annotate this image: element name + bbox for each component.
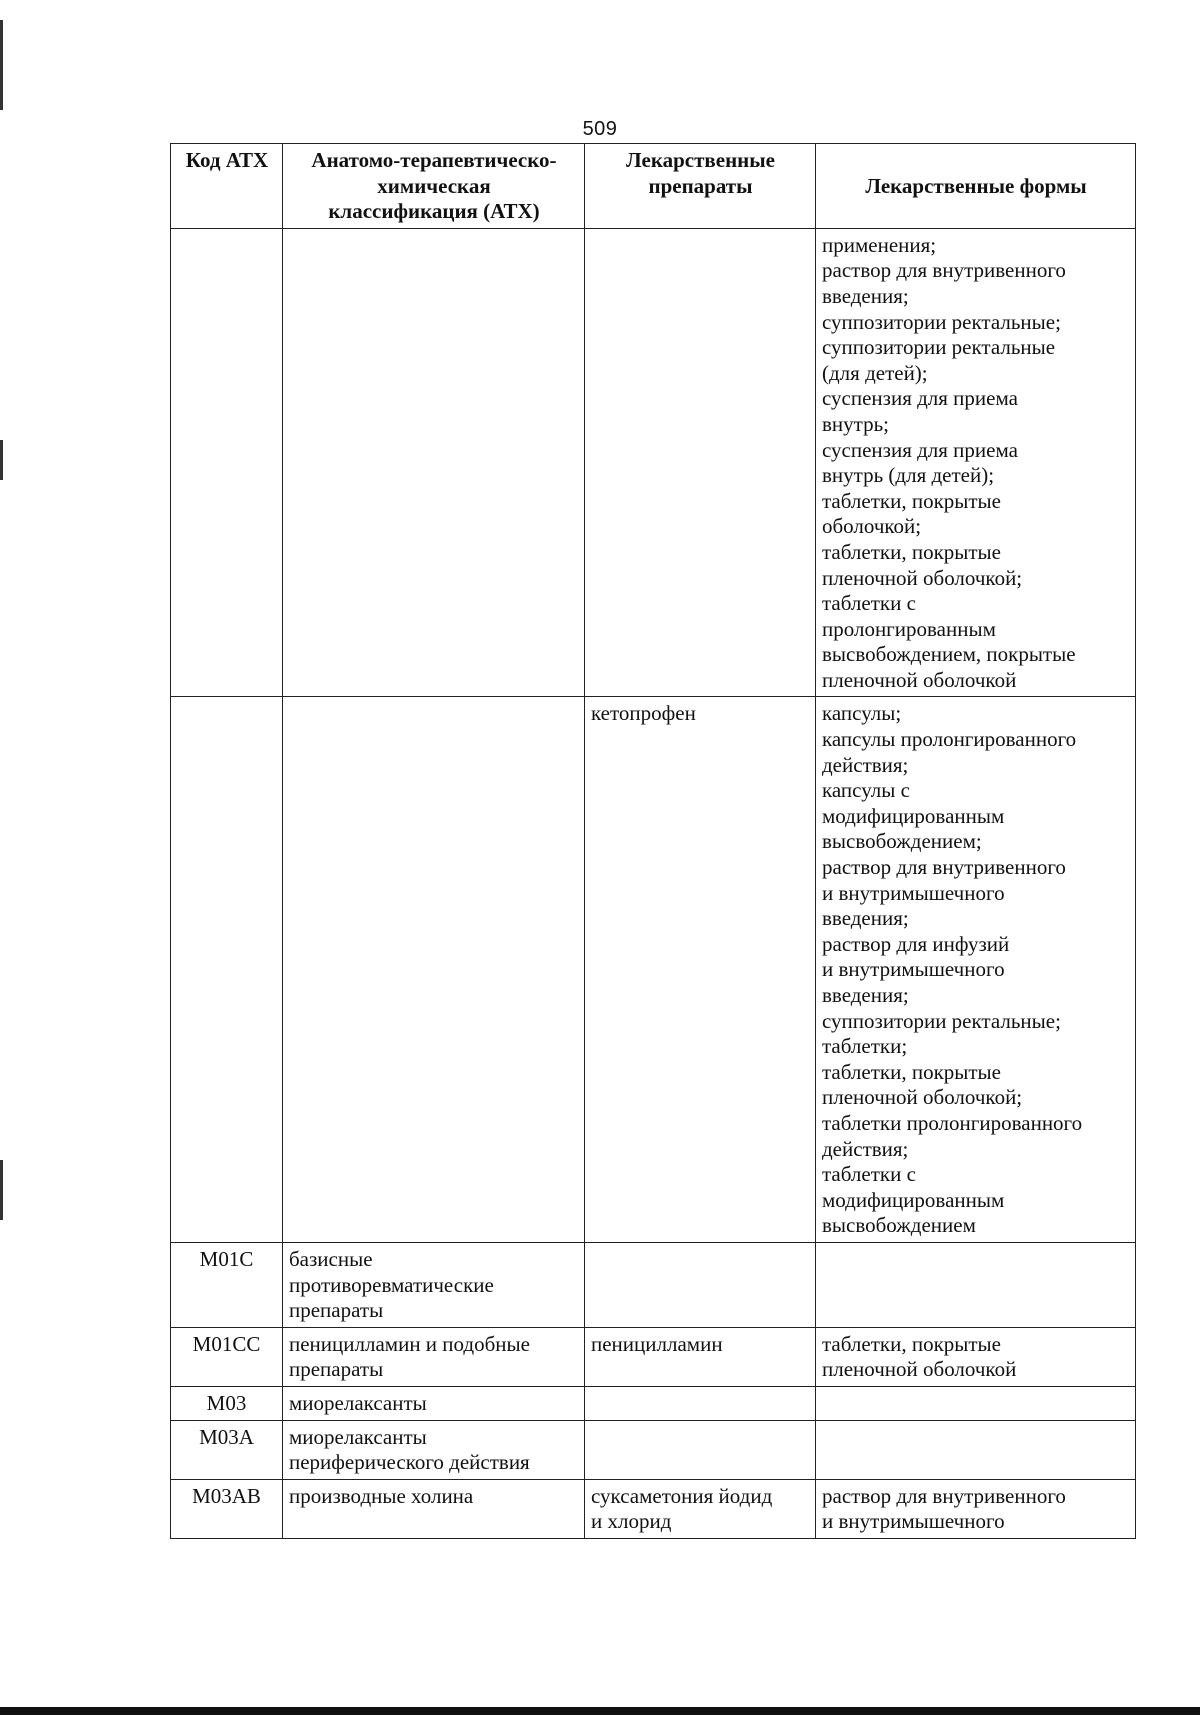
cell-text-line: миорелаксанты [289,1390,427,1415]
header-line: Лекарственные [626,148,775,172]
cell-text-line: пленочной оболочкой [822,1357,1017,1382]
header-drugs [585,144,816,229]
header-line: химическая [377,173,491,198]
cell-text-line: пленочной оболочкой; [822,1085,1023,1110]
cell-atc-classification [283,1327,585,1386]
cell-dosage-forms [816,1386,1136,1420]
cell-text-line: модифицированным [822,803,1005,828]
cell-atc-code [171,697,283,1242]
header-atc-classification [283,144,585,229]
cell-atc-code: M01CC [171,1327,283,1386]
cell-text-line: оболочкой; [822,514,922,539]
cell-text-line: внутрь (для детей); [822,463,995,488]
cell-text-line: высвобождением [822,1213,976,1238]
cell-text-line: применения; [822,232,937,257]
cell-text-line: пеницилламин и подобные [289,1331,530,1356]
table-row [171,1479,1136,1538]
cell-drug-name [585,1386,816,1420]
cell-text-line: производные холина [289,1483,474,1508]
cell-text-line: базисные [289,1246,373,1271]
cell-atc-classification [283,228,585,697]
cell-text-line: внутрь; [822,411,889,436]
page-number: 509 [582,118,618,140]
cell-text-line: кетопрофен [591,701,696,726]
cell-drug-name [585,1479,816,1538]
cell-atc-code: M03 [171,1386,283,1420]
cell-text-line: и внутримышечного [822,957,1005,982]
cell-text-line: раствор для инфузий [822,931,1010,956]
cell-atc-code: M03A [171,1420,283,1479]
cell-drug-name [585,1327,816,1386]
cell-text-line: таблетки; [822,1034,908,1059]
cell-drug-name [585,1420,816,1479]
cell-dosage-forms [816,228,1136,697]
cell-atc-classification [283,1420,585,1479]
cell-text-line: суппозитории ректальные [822,335,1056,360]
cell-dosage-forms [816,697,1136,1242]
cell-atc-classification [283,1242,585,1327]
cell-text-line: суспензия для приема [822,437,1018,462]
cell-atc-classification [283,1386,585,1420]
cell-text-line: таблетки, покрытые [822,488,1001,513]
cell-text-line: таблетки, покрытые [822,539,1001,564]
cell-text-line: действия; [822,752,909,777]
cell-text-line: введения; [822,283,909,308]
cell-text-line: таблетки пролонгированного [822,1110,1083,1135]
header-code: Код АТХ [171,144,283,229]
cell-text-line: суппозитории ректальные; [822,309,1061,334]
table-row [171,1327,1136,1386]
cell-text-line: периферического действия [289,1450,530,1475]
cell-text-line: действия; [822,1136,909,1161]
cell-atc-classification [283,1479,585,1538]
table-header-row [171,144,1136,229]
atc-table-container [170,143,1135,1539]
table-body [171,228,1136,1538]
cell-text-line: таблетки, покрытые [822,1331,1001,1356]
cell-drug-name [585,697,816,1242]
cell-text-line: введения; [822,906,909,931]
cell-text-line: и внутримышечного [822,880,1005,905]
cell-text-line: капсулы; [822,701,902,726]
cell-atc-classification [283,697,585,1242]
cell-drug-name [585,1242,816,1327]
header-line: препараты [648,173,753,198]
cell-text-line: суксаметония йодид [591,1483,773,1508]
atc-drug-table [170,143,1136,1539]
scan-bottom-border [0,1707,1200,1715]
header-line: Анатомо-терапевтическо- [311,148,557,172]
cell-text-line: пеницилламин [591,1331,723,1356]
table-row [171,1386,1136,1420]
cell-text-line: раствор для внутривенного [822,1483,1066,1508]
cell-text-line: введения; [822,983,909,1007]
cell-text-line: капсулы пролонгированного [822,727,1077,752]
cell-text-line: противоревматические [289,1272,494,1297]
cell-text-line: пролонгированным [822,616,996,641]
table-row [171,1420,1136,1479]
cell-text-line: пленочной оболочкой [822,667,1017,692]
cell-text-line: препараты [289,1298,384,1323]
cell-atc-code: M01C [171,1242,283,1327]
table-row [171,228,1136,697]
cell-text-line: пленочной оболочкой; [822,565,1023,590]
scan-edge-marks [0,0,3,1715]
cell-text-line: капсулы с [822,778,910,803]
cell-dosage-forms [816,1420,1136,1479]
cell-text-line: таблетки, покрытые [822,1059,1001,1084]
cell-text-line: высвобождением; [822,829,982,854]
cell-text-line: и хлорид [591,1509,672,1534]
cell-dosage-forms [816,1242,1136,1327]
cell-text-line: раствор для внутривенного [822,258,1066,283]
cell-atc-code: M03AB [171,1479,283,1538]
cell-text-line: раствор для внутривенного [822,855,1066,880]
cell-drug-name [585,228,816,697]
cell-text-line: препараты [289,1357,384,1382]
cell-text-line: миорелаксанты [289,1424,427,1449]
table-row [171,697,1136,1242]
table-row [171,1242,1136,1327]
cell-text-line: модифицированным [822,1187,1005,1212]
cell-text-line: таблетки с [822,1162,916,1187]
cell-text-line: суспензия для приема [822,386,1018,411]
cell-text-line: (для детей); [822,360,928,385]
cell-text-line: и внутримышечного [822,1509,1005,1534]
cell-dosage-forms [816,1327,1136,1386]
cell-text-line: высвобождением, покрытые [822,642,1076,667]
cell-text-line: суппозитории ректальные; [822,1008,1061,1033]
header-line: классификация (АТХ) [328,199,540,224]
header-dosage-forms: Лекарственные формы [816,144,1136,229]
cell-dosage-forms [816,1479,1136,1538]
cell-atc-code [171,228,283,697]
cell-text-line: таблетки с [822,591,916,616]
